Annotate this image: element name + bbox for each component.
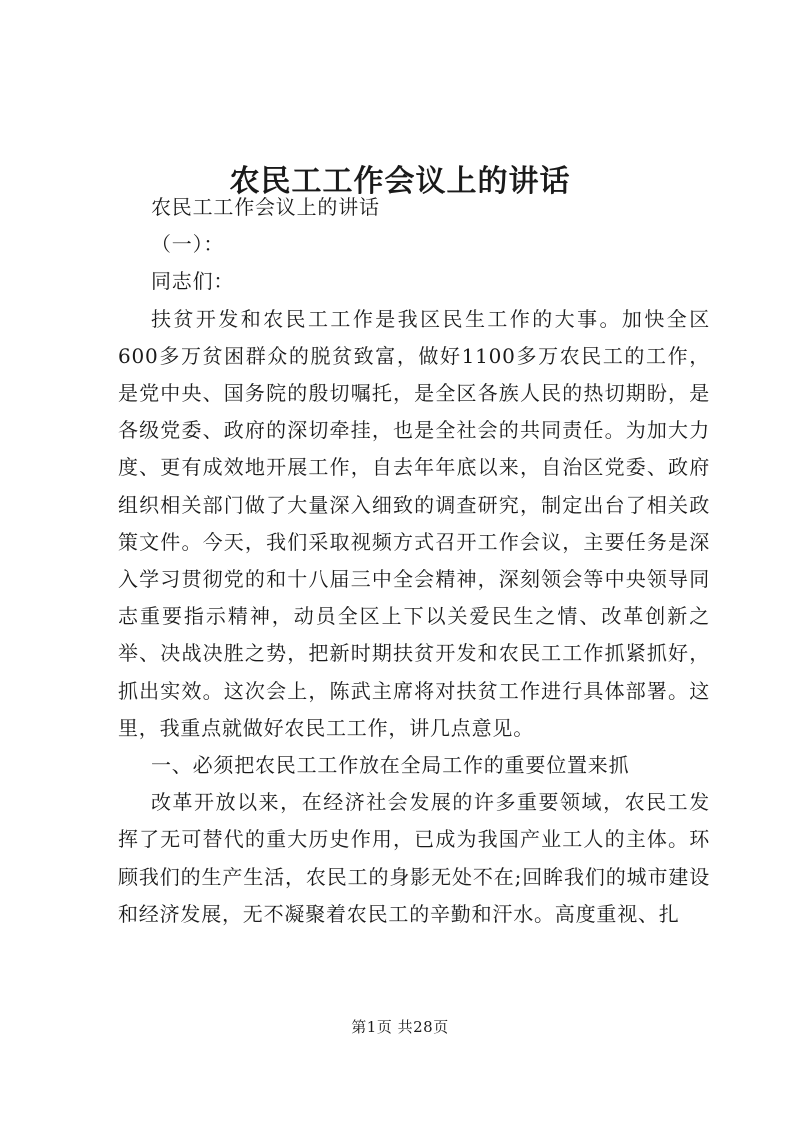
subtitle-paragraph: 农民工工作会议上的讲话 [151,195,380,219]
section-heading-paragraph: 一、必须把农民工工作放在全局工作的重要位置来抓 [151,753,630,778]
salutation-paragraph: 同志们： [151,269,235,294]
section-body-paragraph: 改革开放以来，在经济社会发展的许多重要领域，农民工发挥了无可替代的重大历史作用，已成为我国产业工人的主体。环顾我们的生产生活，农民工的身影无处不在;回眸我们的城市建设和经济发展，无不凝聚着农民工的辛勤和汗水。高度重视、扎 [118,790,710,926]
document-title: 农民工工作会议上的讲话 [229,164,571,200]
section-marker-paragraph: （一）： [151,232,225,257]
document-body [118,189,710,933]
intro-paragraph: 扶贫开发和农民工工作是我区民生工作的大事。加快全区600多万贫困群众的脱贫致富，做好1100多万农民工的工作，是党中央、国务院的殷切嘱托，是全区各族人民的热切期盼，是各级党委、政府的深切牵挂，也是全社会的共同责任。为加大力度、更有成效地开展工作，自去年年底以来，自治区党委、政府组织相关部门做了大量深入细致的调查研究，制定出台了相关政策文件。今天，我们采取视频方式召开工作会议，主要任务是深入学习贯彻党的和十八届三中全会精神，深刻领会等中央领导同志重要指示精神，动员全区上下以关爱民生之情、改革创新之举、决战决胜之势，把新时期扶贫开发和农民工工作抓紧抓好，抓出实效。这次会上，陈武主席将对扶贫工作进行具体部署。这里，我重点就做好农民工工作，讲几点意见。 [118,306,710,740]
page-footer: 第1页 共28页 [351,1018,449,1036]
